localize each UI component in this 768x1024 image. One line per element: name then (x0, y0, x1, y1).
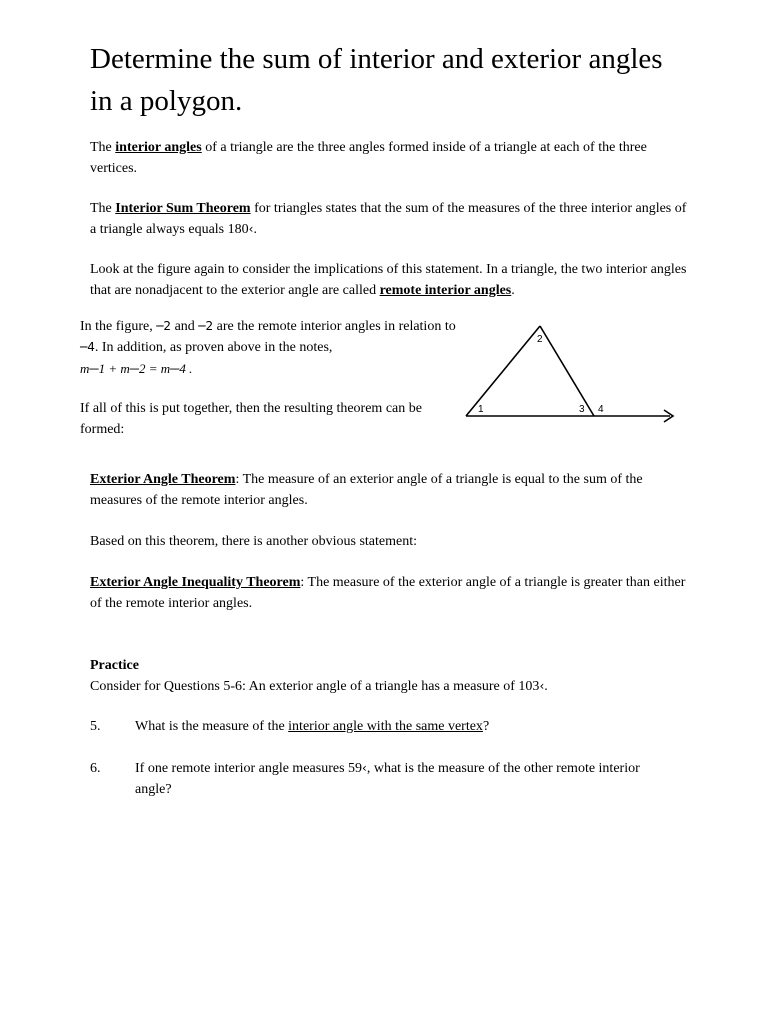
exterior-angle-theorem-term: Exterior Angle Theorem (90, 472, 236, 487)
triangle-left-side (466, 326, 540, 416)
exterior-angle-inequality-term: Exterior Angle Inequality Theorem (90, 575, 301, 590)
triangle-right-side (540, 326, 594, 416)
question-5-text: What is the measure of the interior angle with the same vertex? (135, 719, 490, 734)
question-6-number: 6. (90, 761, 101, 776)
degree-glyph: ‹ (248, 222, 254, 236)
page-title: Determine the sum of interior and exterior angles in a polygon. (90, 43, 663, 117)
interior-sum-theorem-paragraph: The Interior Sum Theorem for triangles states that the sum of the measures of the three interior angles of a triangle always equals 180‹. (90, 201, 687, 237)
remote-interior-angles-term: remote interior angles (379, 283, 512, 298)
angle-1-symbol: ─2 (156, 319, 172, 333)
based-on-theorem-paragraph: Based on this theorem, there is another obvious statement: (90, 534, 417, 549)
figure-explanation-paragraph: In the figure, ─2 and ─2 are the remote interior angles in relation to ─4. In addition, as proven above in the notes, m─1 + m─2 = m─4 . (80, 319, 456, 376)
question-6-text: If one remote interior angle measures 59‹, what is the measure of the other remote interior angle? (135, 761, 640, 797)
interior-angles-term: interior angles (115, 140, 202, 155)
question-5-number: 5. (90, 719, 101, 734)
angle-2-symbol: ─2 (198, 319, 214, 333)
resulting-theorem-paragraph: If all of this is put together, then the resulting theorem can be formed: (80, 401, 422, 437)
angle-label-3: 3 (579, 404, 585, 415)
remote-angles-paragraph: Look at the figure again to consider the implications of this statement. In a triangle, the two interior angles that are nonadjacent to the exterior angle are called remote interior angles. (90, 262, 687, 298)
angle-4-symbol: ─4 (80, 340, 95, 354)
exterior-angle-inequality-paragraph: Exterior Angle Inequality Theorem: The measure of the exterior angle of a triangle is greater than either of the remote interior angles. (90, 575, 686, 611)
interior-angles-paragraph: The interior angles of a triangle are the three angles formed inside of a triangle at each of the three vertices. (90, 140, 647, 176)
degree-glyph: ‹ (362, 761, 367, 775)
angle-sum-equation: m─1 + m─2 = m─4 . (80, 361, 193, 376)
angle-label-2: 2 (537, 334, 543, 345)
same-vertex-term: interior angle with the same vertex (288, 719, 483, 734)
exterior-angle-theorem-paragraph: Exterior Angle Theorem: The measure of an exterior angle of a triangle is equal to the sum of the measures of the remote interior angles. (90, 472, 643, 508)
practice-heading: Practice (90, 658, 139, 673)
interior-sum-theorem-term: Interior Sum Theorem (115, 201, 251, 216)
angle-label-1: 1 (478, 404, 484, 415)
degree-glyph: ‹ (539, 679, 545, 693)
angle-label-4: 4 (598, 404, 604, 415)
triangle-figure (462, 322, 680, 426)
practice-intro: Consider for Questions 5-6: An exterior angle of a triangle has a measure of 103‹. (90, 679, 548, 694)
